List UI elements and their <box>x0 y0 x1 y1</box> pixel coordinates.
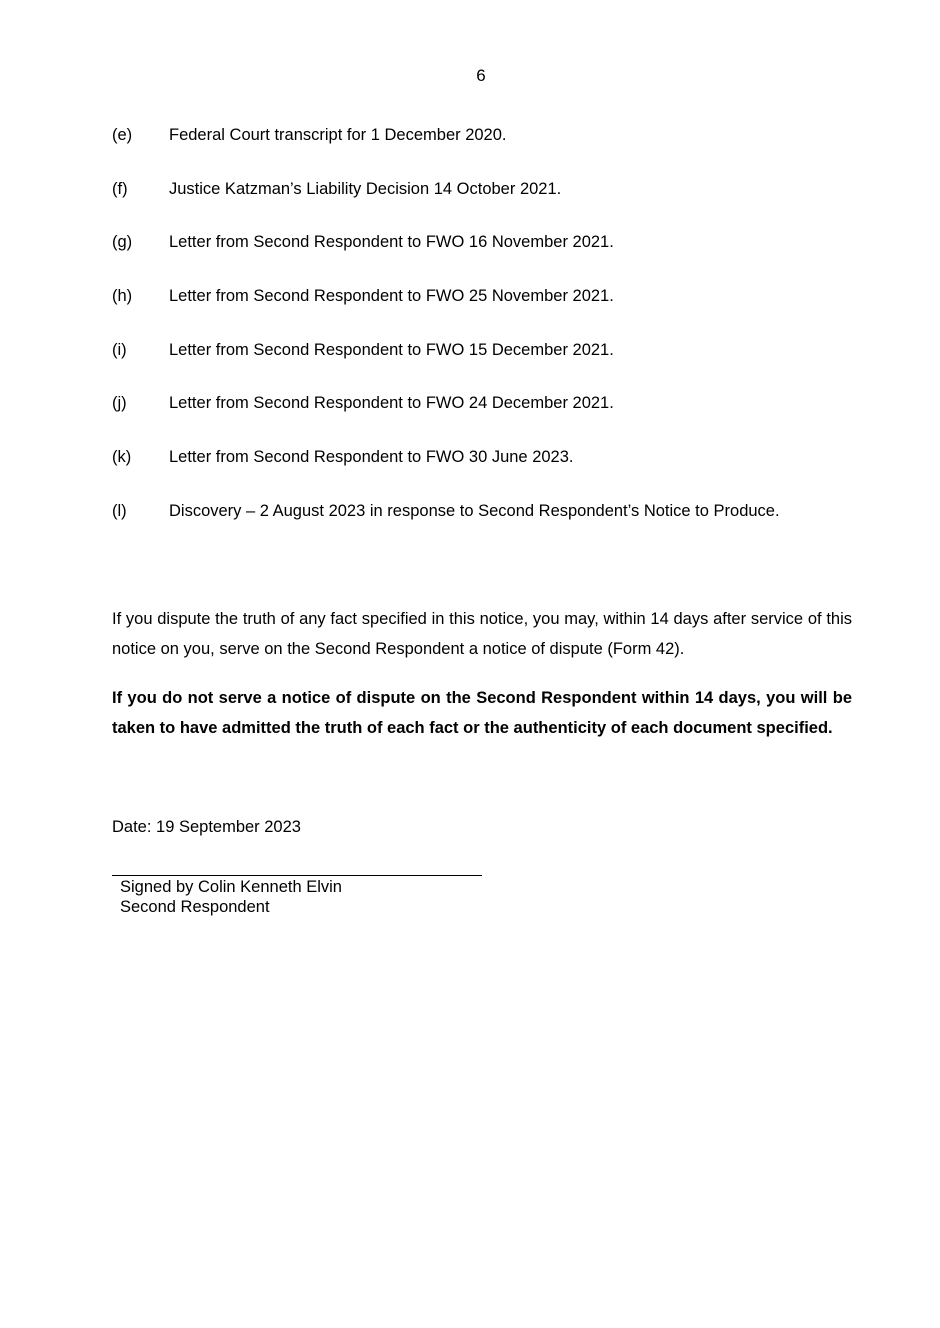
list-item-marker: (h) <box>112 287 133 306</box>
signatory-role: Second Respondent <box>120 898 270 916</box>
warning-paragraph: If you do not serve a notice of dispute on the Second Respondent within 14 days, you will be taken to have admitted the truth of each fact or the authenticity of each document specified. <box>112 689 852 737</box>
signature-block <box>120 877 342 917</box>
list-item-marker: (e) <box>112 126 133 144</box>
list-item-text: Letter from Second Respondent to FWO 15 December 2021. <box>169 340 614 359</box>
list-item-text: Letter from Second Respondent to FWO 16 November 2021. <box>169 233 614 252</box>
signatory-name: Signed by Colin Kenneth Elvin <box>120 878 342 896</box>
list-item-marker: (l) <box>112 501 127 520</box>
list-item-text: Federal Court transcript for 1 December 2020. <box>169 126 507 144</box>
list-item-text: Letter from Second Respondent to FWO 30 June 2023. <box>169 448 574 467</box>
list-item-marker: (i) <box>112 340 127 359</box>
list-item-marker: (j) <box>112 394 127 413</box>
list-item-text: Discovery – 2 August 2023 in response to Second Respondent’s Notice to Produce. <box>169 501 780 520</box>
date-line: Date: 19 September 2023 <box>112 818 301 836</box>
page-number: 6 <box>476 66 486 85</box>
list-item-text: Letter from Second Respondent to FWO 24 December 2021. <box>169 394 614 413</box>
list-item-text: Letter from Second Respondent to FWO 25 November 2021. <box>169 287 614 306</box>
list-item-marker: (k) <box>112 448 132 467</box>
list-item-marker: (f) <box>112 179 128 198</box>
list-item-marker: (g) <box>112 233 133 252</box>
list-item-text: Justice Katzman’s Liability Decision 14 October 2021. <box>169 179 562 198</box>
dispute-instructions-paragraph: If you dispute the truth of any fact specified in this notice, you may, within 14 days after service of this notice on you, serve on the Second Respondent a notice of dispute (Form 42). <box>112 610 852 658</box>
signature-line <box>112 875 482 876</box>
